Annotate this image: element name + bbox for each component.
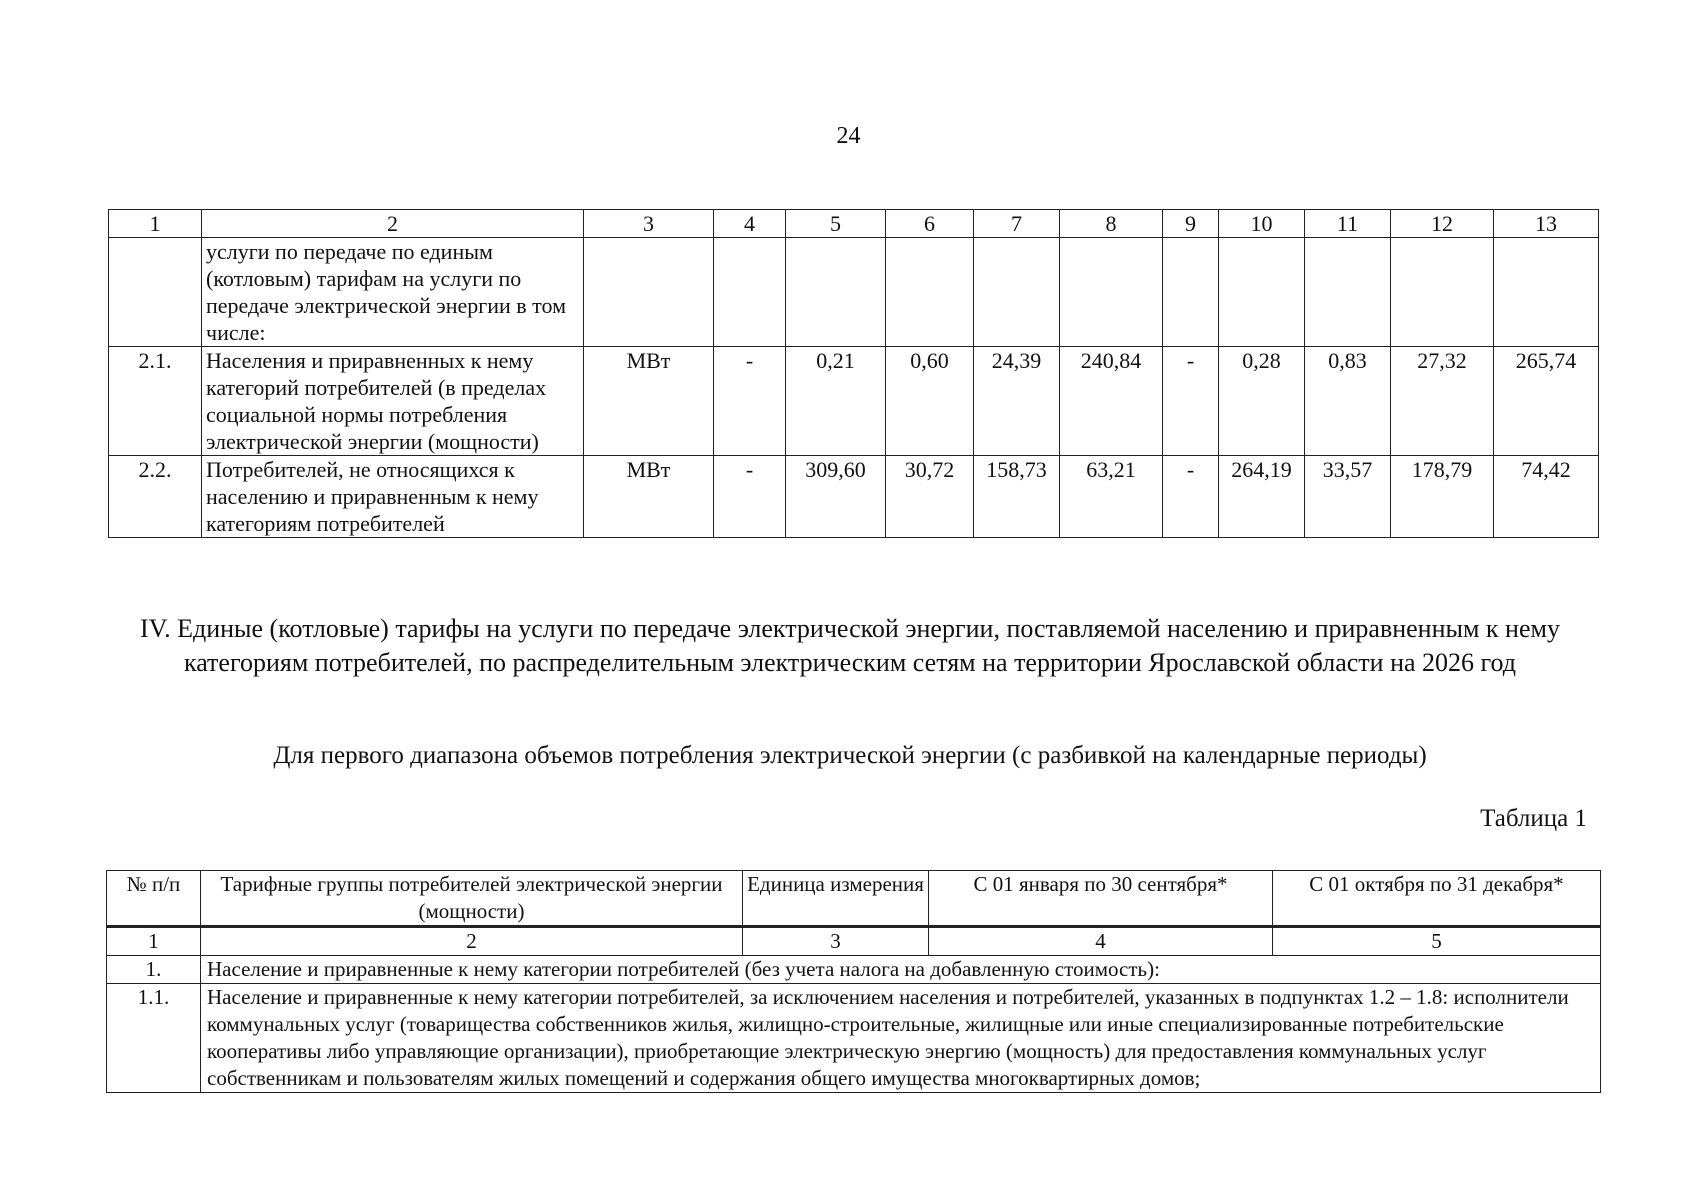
tariff-volume-table	[108, 209, 1599, 538]
col-header: 6	[886, 210, 974, 238]
cell-value: 74,42	[1494, 456, 1599, 538]
cell-value: 30,72	[886, 456, 974, 538]
col-header: 4	[714, 210, 786, 238]
header-row	[107, 871, 1601, 927]
cell-value: -	[1163, 347, 1219, 456]
col-header: 13	[1494, 210, 1599, 238]
col-number: 2	[201, 927, 743, 956]
cell-value: -	[1163, 456, 1219, 538]
row-number: 2.2.	[109, 456, 202, 538]
row-number: 1.1.	[107, 984, 201, 1093]
table-row	[109, 238, 1599, 347]
page-number: 24	[836, 123, 861, 149]
col-header: 2	[202, 210, 584, 238]
cell-value: 178,79	[1391, 456, 1494, 538]
col-header: 5	[786, 210, 886, 238]
col-header: 11	[1305, 210, 1391, 238]
row-name: Потребителей, не относящихся к населению и приравненным к нему категориям потребителей	[202, 456, 584, 538]
column-number-row	[109, 210, 1599, 238]
col-header: 3	[584, 210, 714, 238]
row-unit: МВт	[584, 456, 714, 538]
row-number: 1.	[107, 956, 201, 984]
cell-value: 24,39	[974, 347, 1060, 456]
cell-value: 264,19	[1219, 456, 1305, 538]
cell-value: 265,74	[1494, 347, 1599, 456]
cell-value: 240,84	[1060, 347, 1163, 456]
cell-value: 0,28	[1219, 347, 1305, 456]
table-row	[109, 456, 1599, 538]
cell-value: 63,21	[1060, 456, 1163, 538]
cell-value: 0,21	[786, 347, 886, 456]
section-subtitle: Для первого диапазона объемов потребления электрической энергии (с разбивкой на календарные периоды)	[273, 742, 1427, 769]
header-num: № п/п	[107, 871, 201, 927]
cell-value: 158,73	[974, 456, 1060, 538]
header-group: Тарифные группы потребителей электрической энергии (мощности)	[201, 871, 743, 927]
row-number: 2.1.	[109, 347, 202, 456]
col-header: 10	[1219, 210, 1305, 238]
section-title: IV. Единые (котловые) тарифы на услуги по передаче электрической энергии, поставляемой населению и приравненным к нему категориям потребителей, по распределительным электрическим сетям на территории Ярославской области на 2026 год	[140, 614, 1560, 677]
col-header: 8	[1060, 210, 1163, 238]
col-header: 1	[109, 210, 202, 238]
table-row	[109, 347, 1599, 456]
col-header: 7	[974, 210, 1060, 238]
col-number: 3	[743, 927, 929, 956]
table-row	[107, 956, 1601, 984]
col-header: 9	[1163, 210, 1219, 238]
cell-value: -	[714, 347, 786, 456]
cell-value: 33,57	[1305, 456, 1391, 538]
cell-value: 0,83	[1305, 347, 1391, 456]
row-name: Населения и приравненных к нему категорий потребителей (в пределах социальной нормы потребления электрической энергии (мощности)	[202, 347, 584, 456]
cell-value: -	[714, 456, 786, 538]
row-unit: МВт	[584, 347, 714, 456]
cell-value: 0,60	[886, 347, 974, 456]
continuation-text: услуги по передаче по единым (котловым) тарифам на услуги по передаче электрической энергии в том числе:	[202, 238, 584, 347]
table-label: Таблица 1	[1480, 805, 1587, 832]
col-header: 12	[1391, 210, 1494, 238]
header-period2: С 01 октября по 31 декабря*	[1273, 871, 1601, 927]
col-number: 4	[929, 927, 1273, 956]
header-unit: Единица измерения	[743, 871, 929, 927]
column-number-row	[107, 927, 1601, 956]
row-text: Население и приравненные к нему категории потребителей (без учета налога на добавленную стоимость):	[201, 956, 1601, 984]
cell-value: 27,32	[1391, 347, 1494, 456]
col-number: 1	[107, 927, 201, 956]
cell-value: 309,60	[786, 456, 886, 538]
col-number: 5	[1273, 927, 1601, 956]
table-row	[107, 984, 1601, 1093]
header-period1: С 01 января по 30 сентября*	[929, 871, 1273, 927]
row-text: Население и приравненные к нему категории потребителей, за исключением населения и потребителей, указанных в подпунктах 1.2 – 1.8: исполнители коммунальных услуг (товарищества собственников жилья, жилищно-строительные, жилищные или иные специализированные потребительские кооперативы либо управляющие организации), приобретающие электрическую энергию (мощность) для предоставления коммунальных услуг собственникам и пользователям жилых помещений и содержания общего имущества многоквартирных домов;	[201, 984, 1601, 1093]
tariff-rates-table	[106, 870, 1601, 1093]
